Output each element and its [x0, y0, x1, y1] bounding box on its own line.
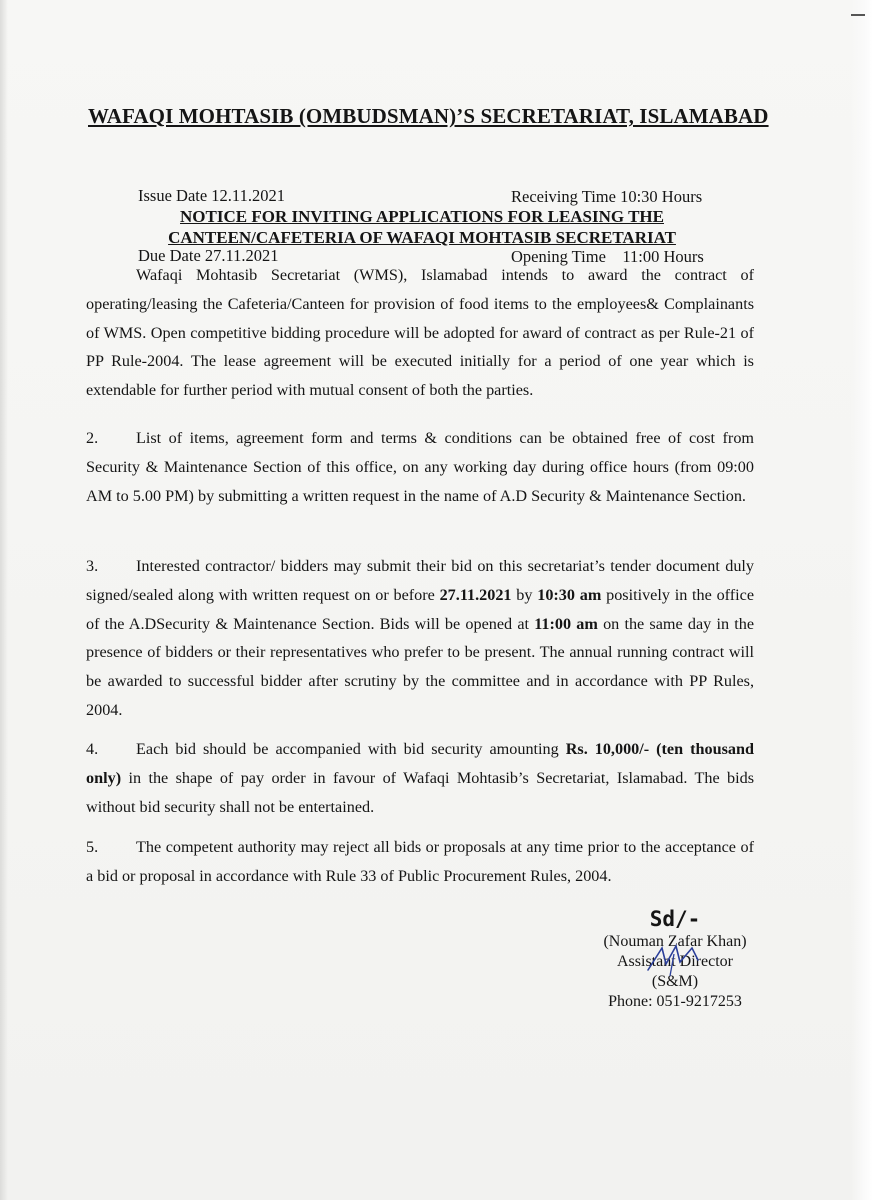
paragraph-5-text: The competent authority may reject all bids or proposals at any time prior to the acceptance of a bid or proposal in accordance with Rule 33 of Public Procurement Rules, 2004.	[86, 838, 754, 885]
bid-opening-time: 11:00 am	[534, 614, 598, 633]
signatory-phone: Phone: 051-9217253	[608, 993, 742, 1010]
signatory-name: (Nouman Zafar Khan)	[603, 933, 747, 950]
notice-heading-line1: NOTICE FOR INVITING APPLICATIONS FOR LEASING THE	[180, 207, 664, 226]
paragraph-1	[86, 261, 754, 405]
paragraph-4-text-b: in the shape of pay order in favour of Wafaqi Mohtasib’s Secretariat, Islamabad. The bids without bid security shall not be entertained.	[86, 768, 754, 816]
signatory-section: (S&M)	[651, 973, 699, 990]
paragraph-3-text-c: positively in the office of the A.DSecurity & Maintenance Section. Bids will be opened at	[86, 585, 755, 633]
opening-time: Opening Time 11:00 Hours	[511, 247, 704, 266]
signatory-designation: Assistant Director	[617, 953, 733, 970]
paragraph-3-text-b: by	[511, 585, 538, 604]
due-date: Due Date 27.11.2021	[138, 246, 279, 265]
paragraph-4	[86, 735, 754, 821]
paragraph-4-text-a: Each bid should be accompanied with bid security amounting	[136, 740, 566, 758]
bid-due-date: 27.11.2021	[439, 585, 512, 604]
receiving-time: Receiving Time 10:30 Hours	[511, 187, 703, 206]
notice-heading	[90, 206, 754, 248]
page-edge	[851, 0, 873, 1200]
paragraph-1-text: Wafaqi Mohtasib Secretariat (WMS), Islamabad intends to award the contract of operating/leasing the Cafeteria/Canteen for provision of food items to the employees& Complainants of WMS. Open competitive bidding procedure will be adopted for award of contract as per Rule-21 of PP Rule-2004. The lease agreement will be executed initially for a period of one year which is extendable for further period with mutual consent of both the parties.	[86, 266, 754, 400]
issue-date: Issue Date 12.11.2021	[138, 186, 285, 205]
paragraph-number: 4.	[86, 740, 99, 758]
paragraph-number: 5.	[86, 838, 99, 856]
handwritten-signature-icon	[640, 940, 720, 980]
paragraph-3-text-d: on the same day in the presence of bidders or their representatives who prefer to be present. The annual running contract will be awarded to successful bidder after scrutiny by the committee and in accordance with PP Rules, 2004.	[86, 614, 755, 719]
corner-mark	[851, 14, 865, 16]
paragraph-5	[86, 833, 754, 891]
bid-security-amount: Rs. 10,000/- (ten thousand only)	[86, 740, 754, 787]
paragraph-number: 2.	[86, 429, 99, 447]
document-title: WAFAQI MOHTASIB (OMBUDSMAN)’S SECRETARIAT, ISLAMABAD	[88, 104, 769, 128]
paragraph-number: 3.	[86, 557, 99, 575]
paragraph-2-text: List of items, agreement form and terms & conditions can be obtained free of cost from Security & Maintenance Section of this office, on any working day during office hours (from 09:00 AM to 5.00 PM) by submitting a written request in the name of A.D Security & Maintenance Section.	[86, 429, 754, 505]
paragraph-3	[86, 552, 754, 725]
bid-receiving-time: 10:30 am	[537, 585, 602, 604]
paragraph-3-text-a: Interested contractor/ bidders may submit their bid on this secretariat’s tender document duly signed/sealed along with written request on or before	[86, 557, 754, 604]
notice-heading-line2: CANTEEN/CAFETERIA OF WAFAQI MOHTASIB SECRETARIAT	[168, 228, 676, 247]
signed-mark: Sd/-	[649, 907, 701, 931]
paragraph-2	[86, 424, 754, 510]
scan-shadow	[0, 0, 8, 1200]
